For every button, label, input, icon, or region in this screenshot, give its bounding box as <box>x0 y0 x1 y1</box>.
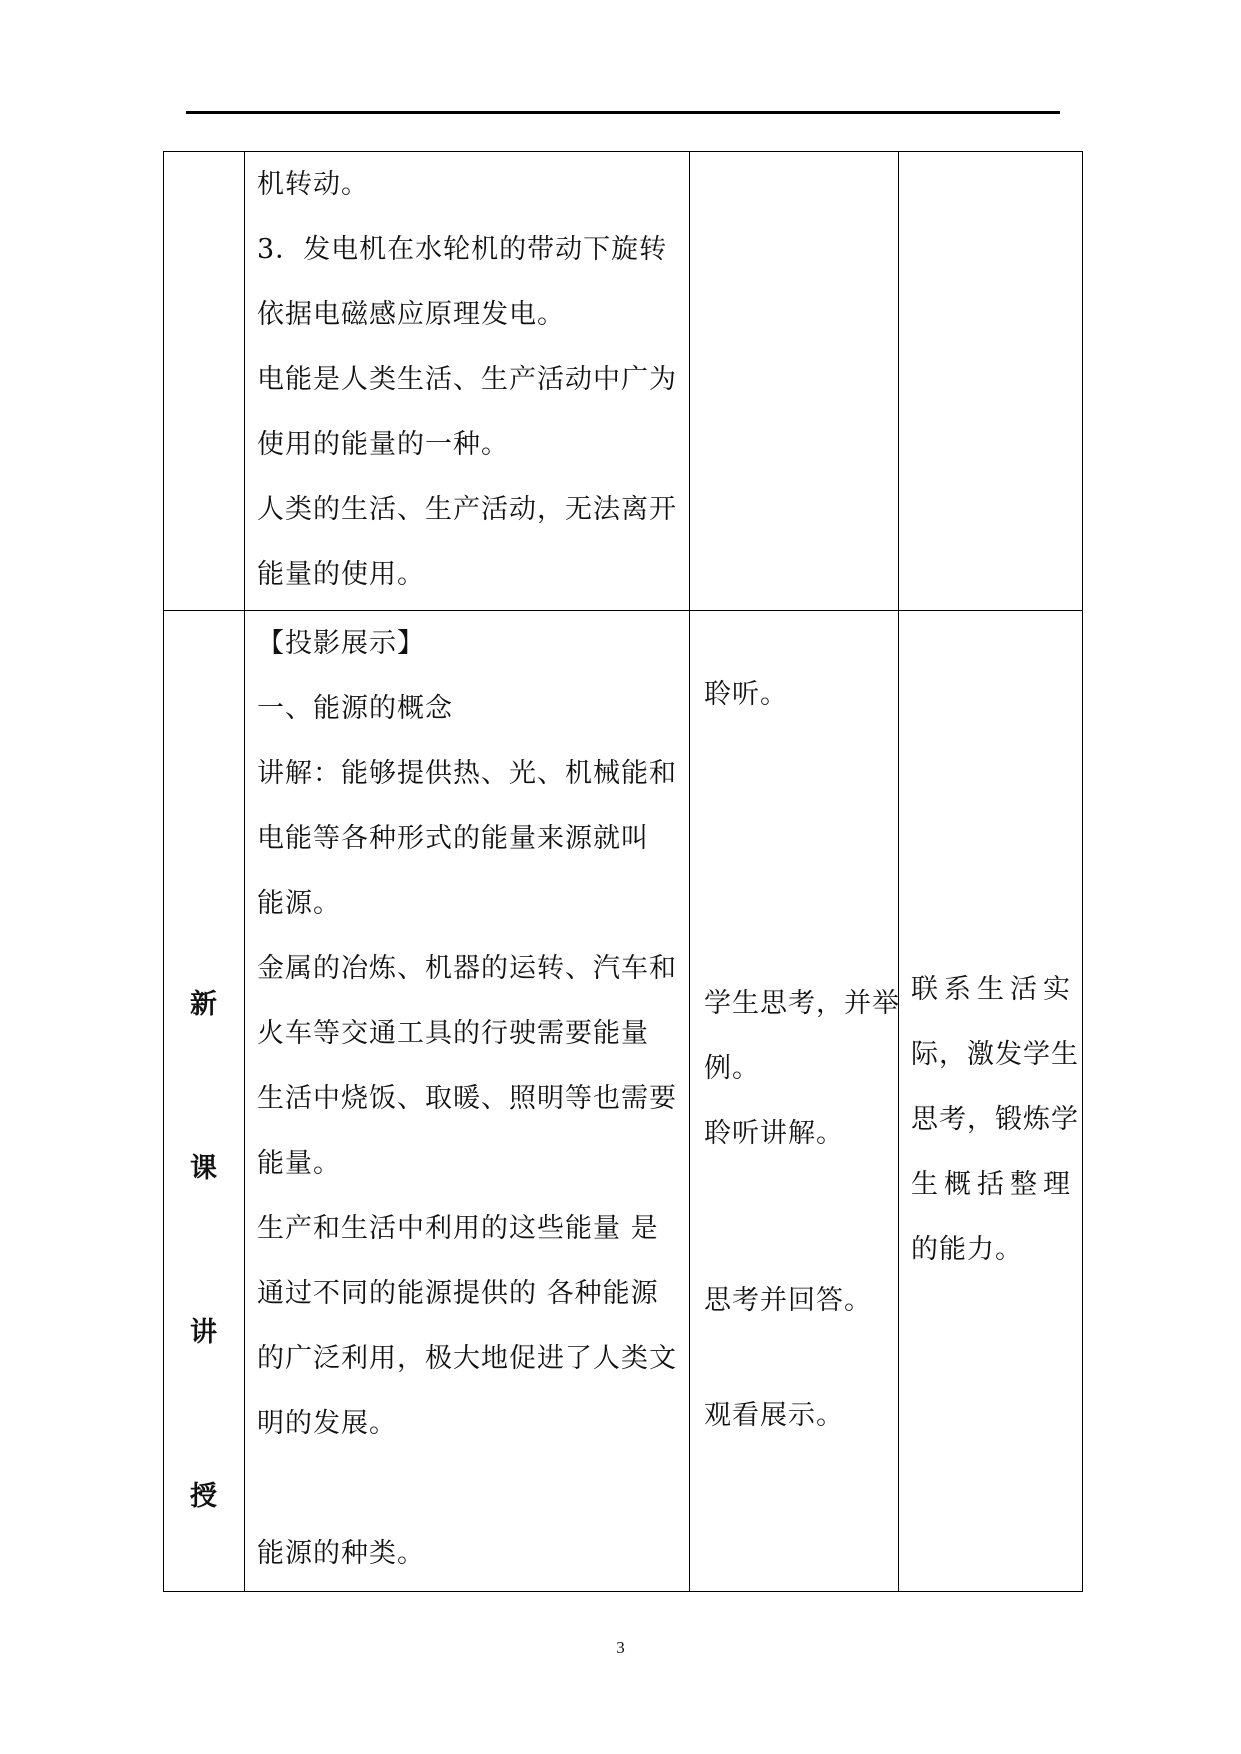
content-line <box>245 1456 689 1521</box>
design-intent-line: 生概括整理 <box>911 1169 1076 1200</box>
content-line: 电能是人类生活、生产活动中广为 <box>257 364 677 395</box>
student-activity-line: 观看展示。 <box>704 1400 844 1431</box>
content-line: 人类的生活、生产活动，无法离开 <box>257 494 677 525</box>
content-line: 讲解：能够提供热、光、机械能和 <box>257 758 677 789</box>
student-activity-line: 例。 <box>704 1053 760 1084</box>
design-intent-line: 思考，锻炼学 <box>911 1104 1079 1135</box>
table-row <box>164 152 1083 611</box>
student-activity-line: 学生思考，并举 <box>704 988 900 1019</box>
teaching-content-cell <box>245 152 690 611</box>
label-cell <box>164 611 245 1592</box>
content-line: 依据电磁感应原理发电。 <box>257 299 565 330</box>
content-line: 能源的种类。 <box>257 1538 425 1569</box>
content-line: 通过不同的能源提供的 各种能源 <box>257 1278 659 1309</box>
section-label-char: 授 <box>190 1481 217 1512</box>
design-intent-line: 联系生活实 <box>911 974 1076 1005</box>
content-line: 电能等各种形式的能量来源就叫 <box>257 823 649 854</box>
section-label-char: 讲 <box>190 1317 217 1348</box>
content-line: 金属的冶炼、机器的运转、汽车和 <box>257 953 677 984</box>
header-rule <box>186 111 1060 114</box>
content-line: 一、能源的概念 <box>257 693 453 724</box>
label-cell <box>164 152 245 611</box>
content-line: 生活中烧饭、取暖、照明等也需要 <box>257 1083 677 1114</box>
design-intent-cell <box>899 152 1083 611</box>
content-line: 的广泛利用，极大地促进了人类文 <box>257 1343 677 1374</box>
section-label-char: 新 <box>190 989 217 1020</box>
content-line: 【投影展示】 <box>257 628 425 659</box>
student-activity-line: 思考并回答。 <box>704 1285 872 1316</box>
content-line: 能量的使用。 <box>257 559 425 590</box>
teaching-content-cell <box>245 611 690 1592</box>
content-line: 机转动。 <box>257 169 369 200</box>
content-line: 能量。 <box>257 1148 341 1179</box>
content-line: 能源。 <box>257 888 341 919</box>
page-number: 3 <box>616 1638 625 1657</box>
content-line: 使用的能量的一种。 <box>257 429 509 460</box>
student-activity-cell <box>690 152 899 611</box>
content-line: 3．发电机在水轮机的带动下旋转 <box>257 234 668 265</box>
student-activity-line: 聆听讲解。 <box>704 1118 844 1149</box>
content-line: 明的发展。 <box>257 1408 397 1439</box>
student-activity-line: 聆听。 <box>704 679 788 710</box>
lesson-plan-table <box>163 151 1083 1592</box>
content-line: 生产和生活中利用的这些能量 是 <box>257 1213 659 1244</box>
content-line: 火车等交通工具的行驶需要能量 <box>257 1018 649 1049</box>
design-intent-line: 的能力。 <box>911 1234 1023 1265</box>
design-intent-line: 际，激发学生 <box>911 1039 1079 1070</box>
section-label-char: 课 <box>190 1153 217 1184</box>
